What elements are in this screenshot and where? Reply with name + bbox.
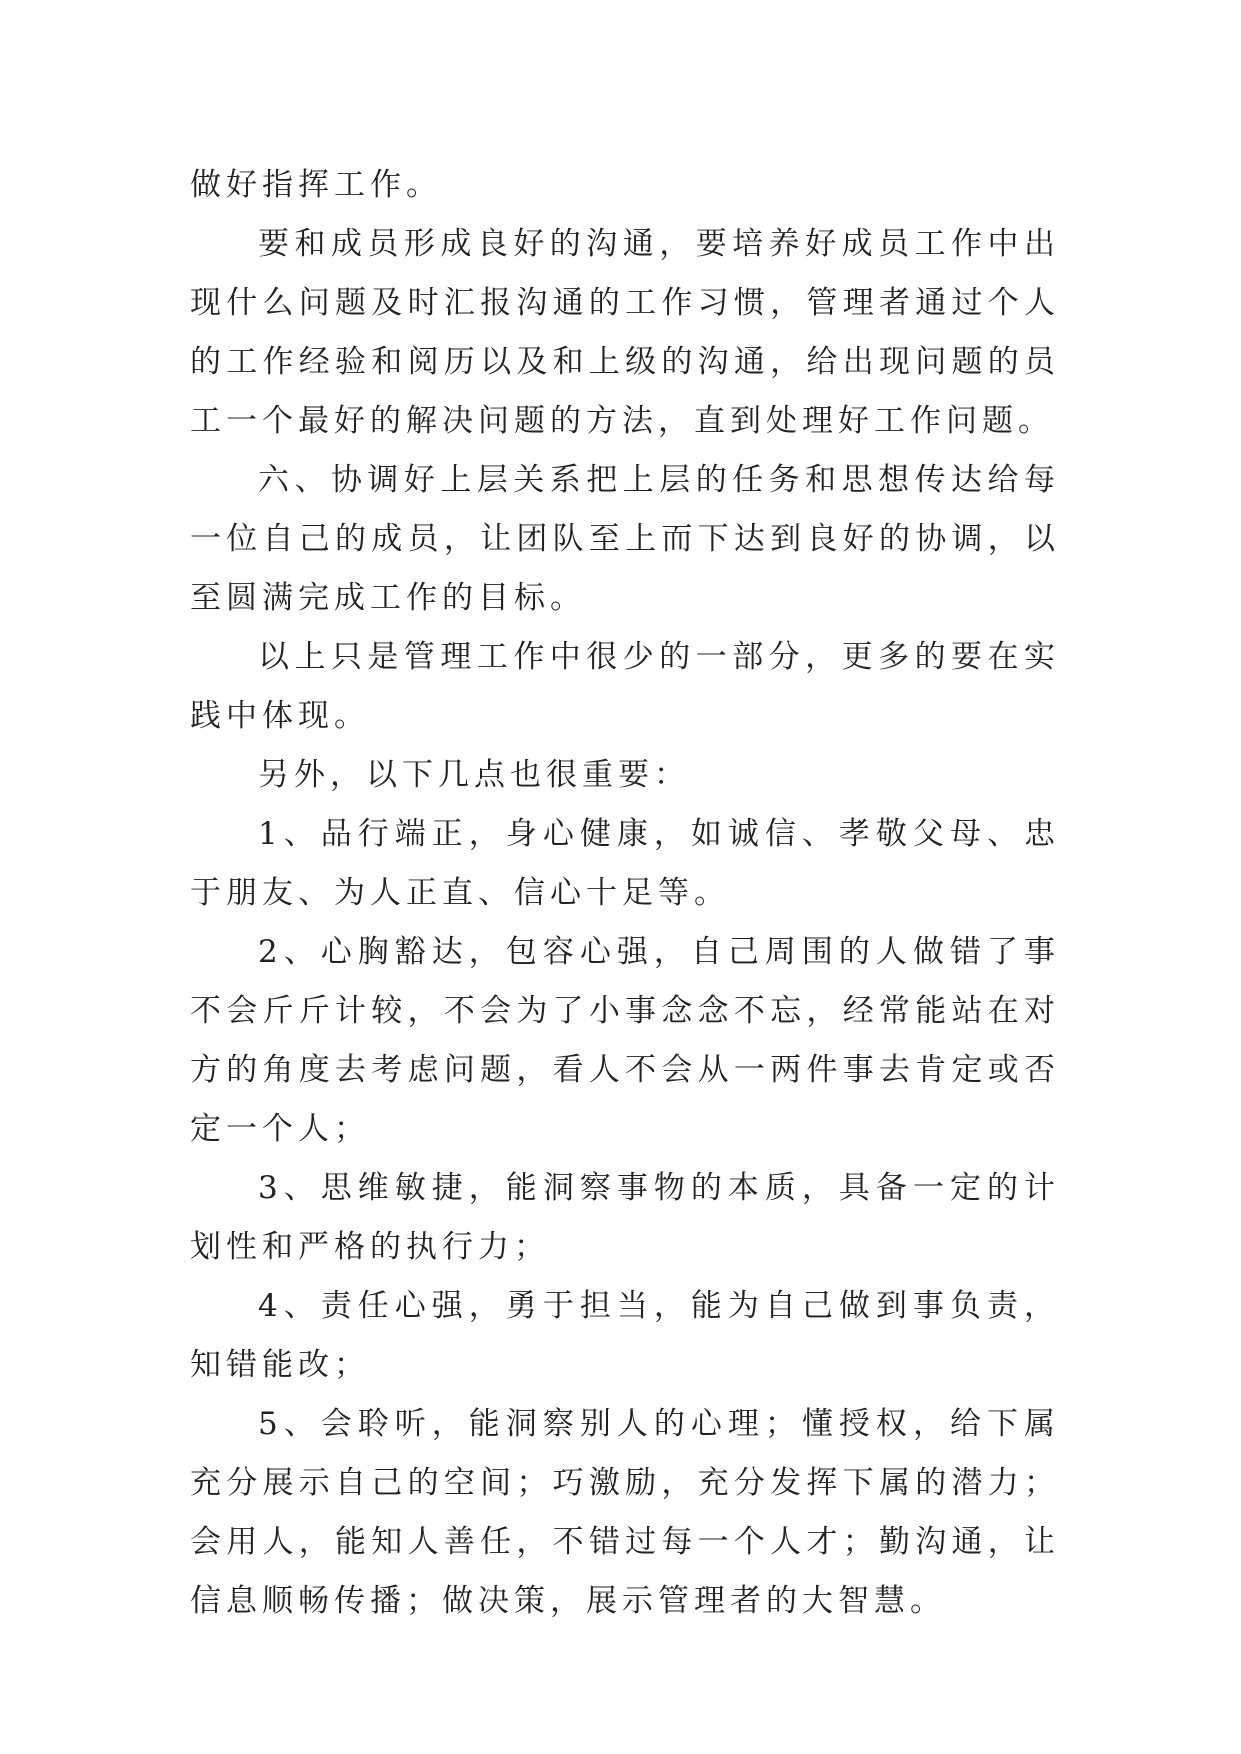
- paragraph-1: 做好指挥工作。: [190, 167, 442, 203]
- paragraph-2: 要和成员形成良好的沟通，要培养好成员工作中出现什么问题及时汇报沟通的工作习惯，管理者通过个人的工作经验和阅历以及和上级的沟通，给出现问题的员工一个最好的解决问题的方法，直到处理好工作问题。: [190, 226, 1060, 439]
- list-item-4: 4、责任心强，勇于担当，能为自己做到事负责，知错能改；: [190, 1288, 1060, 1383]
- list-item-1: 1、品行端正，身心健康，如诚信、孝敬父母、忠于朋友、为人正直、信心十足等。: [190, 816, 1060, 911]
- list-item-5: 5、会聆听，能洞察别人的心理；懂授权，给下属充分展示自己的空间；巧激励，充分发挥下属的潜力；会用人，能知人善任，不错过每一个人才；勤沟通，让信息顺畅传播；做决策，展示管理者的大智慧。: [190, 1406, 1060, 1619]
- list-item-2: 2、心胸豁达，包容心强，自己周围的人做错了事不会斤斤计较，不会为了小事念念不忘，经常能站在对方的角度去考虑问题，看人不会从一两件事去肯定或否定一个人；: [190, 934, 1060, 1147]
- paragraph-5: 另外，以下几点也很重要：: [258, 757, 690, 793]
- paragraph-3: 六、协调好上层关系把上层的任务和思想传达给每一位自己的成员，让团队至上而下达到良好的协调，以至圆满完成工作的目标。: [190, 462, 1060, 616]
- list-item-3: 3、思维敏捷，能洞察事物的本质，具备一定的计划性和严格的执行力；: [190, 1170, 1060, 1265]
- paragraph-4: 以上只是管理工作中很少的一部分，更多的要在实践中体现。: [190, 639, 1060, 734]
- document-body: [190, 156, 1060, 1631]
